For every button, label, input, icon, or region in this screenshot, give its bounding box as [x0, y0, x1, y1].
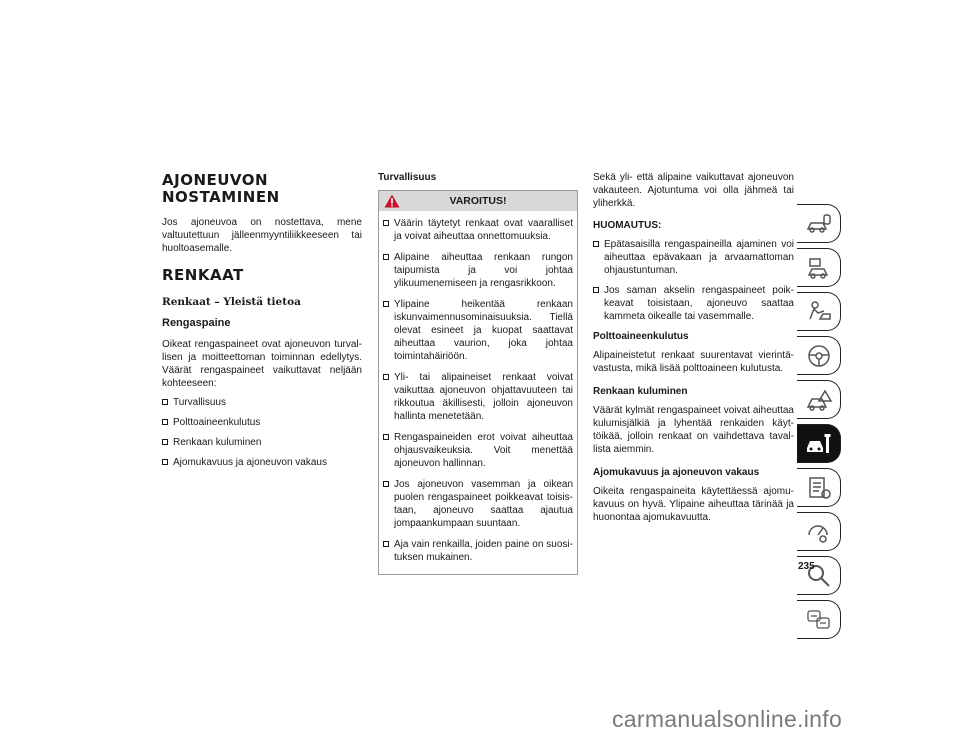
warning-item: Alipaine aiheuttaa renkaan rungon taipumista ja voi johtaa ylikuumenemiseen ja rengasrikkoon.	[383, 251, 573, 290]
warning-item: Väärin täytetyt renkaat ovat vaaralliset ja voivat aiheuttaa onnettomuuksia.	[383, 217, 573, 243]
note-item: Epätasaisilla rengaspaineilla ajaminen voi aiheuttaa epävakaan ja arvaamattoman ohjaustuntuman.	[593, 238, 794, 277]
tab-car-gauge[interactable]	[797, 512, 841, 551]
warning-box	[378, 190, 578, 575]
chapter-tabs	[797, 204, 841, 644]
watermark: carmanualsonline.info	[612, 706, 843, 732]
list-item: Renkaan kuluminen	[162, 436, 362, 449]
warning-title: VAROITUS!	[449, 195, 507, 207]
tires-subtitle: Renkaat – Yleistä tietoa	[162, 296, 301, 308]
language-icon	[805, 607, 833, 633]
list-item: Ajomukavuus ja ajoneuvon vakaus	[162, 456, 362, 469]
warning-triangle-icon	[384, 194, 400, 208]
warning-item: Jos ajoneuvon vasemman ja oikean puolen rengaspaineet poikkeavat toisistaan, ajoneuvo saattaa ajautua jompaankumpaan suuntaan.	[383, 478, 573, 530]
tab-document-list[interactable]	[797, 468, 841, 507]
lifting-text: Jos ajoneuvoa on nostettava, mene valtuutettuun jälleenmyyntiliikkeeseen tai huoltoasemalle.	[162, 217, 362, 254]
column-middle	[378, 171, 578, 575]
section-title-lifting: AJONEUVON NOSTAMINEN	[162, 171, 280, 206]
comfort-title: Ajomukavuus ja ajoneuvon vakaus	[593, 467, 760, 478]
tab-car-person[interactable]	[797, 292, 841, 331]
tab-steering-wheel[interactable]	[797, 336, 841, 375]
tab-car-info[interactable]	[797, 248, 841, 287]
safety-heading: Turvallisuus	[378, 172, 437, 183]
comfort-text: Oikeita rengaspaineita käytettäessä ajomukavuus on hyvä. Ylipaine aiheuttaa tärinää ja huonontaa ajomukavuutta.	[593, 486, 794, 523]
warning-header	[379, 191, 577, 211]
document-list-icon	[805, 475, 833, 501]
tab-car-key[interactable]	[797, 204, 841, 243]
warning-list	[383, 217, 573, 564]
warning-item: Aja vain renkailla, joiden paine on suosituksen mukainen.	[383, 538, 573, 564]
section-title-tires: RENKAAT	[162, 266, 244, 284]
tab-language[interactable]	[797, 600, 841, 639]
pressure-title: Rengaspaine	[162, 317, 231, 329]
fuel-text: Alipaineistetut renkaat suurentavat vierintävastusta, mikä lisää polttoaineen kulutusta.	[593, 350, 794, 374]
warning-item: Rengaspaineiden erot voivat aiheuttaa ohjausvaikeuksia. Voit menettää ajoneuvon hallinnan.	[383, 431, 573, 470]
note-title: HUOMAUTUS:	[593, 220, 662, 231]
car-warning-icon	[805, 387, 833, 413]
warning-item: Ylipaine heikentää renkaan iskunvaimennusominaisuuksia. Tiellä olevat esineet ja kuopat saattavat aiheuttaa vaurion, joka johtaa toimintahäiriöön.	[383, 298, 573, 363]
wear-text: Väärät kylmät rengaspaineet voivat aiheuttaa kulumisjälkiä ja lyhentää renkaiden käyttöikää, jolloin renkaat on vaihdettava tavallista aiemmin.	[593, 405, 794, 455]
page-number: 235	[798, 561, 815, 572]
fuel-title: Polttoaineenkulutus	[593, 331, 689, 342]
list-item: Turvallisuus	[162, 396, 362, 409]
car-person-icon	[805, 299, 833, 325]
warning-item: Yli- tai alipaineiset renkaat voivat vaikuttaa ajoneuvon ohjattavuuteen tai rikkoutua äkillisesti, jolloin ajoneuvon hallinta menetetään.	[383, 371, 573, 423]
pressure-text: Oikeat rengaspaineet ovat ajoneuvon turvallisen ja moitteettoman toiminnan edellytys. Väärät rengaspaineet vaikuttavat neljään kohteeseen:	[162, 339, 362, 389]
car-service-icon	[805, 431, 833, 457]
car-info-icon	[805, 255, 833, 281]
note-list	[593, 238, 794, 323]
car-gauge-icon	[805, 519, 833, 545]
tab-car-service[interactable]	[797, 424, 841, 463]
note-item: Jos saman akselin rengaspaineet poikkeavat toisistaan, ajoneuvo saattaa kammeta oikealle tai vasemmalle.	[593, 284, 794, 323]
column-left	[162, 165, 362, 476]
steering-wheel-icon	[805, 343, 833, 369]
stability-text: Sekä yli- että alipaine vaikuttavat ajoneuvon vakauteen. Ajotuntuma voi olla jähmeä tai yliherkkä.	[593, 172, 794, 209]
list-item: Polttoaineenkulutus	[162, 416, 362, 429]
column-right	[593, 171, 794, 528]
car-key-icon	[805, 211, 833, 237]
pressure-effects-list	[162, 396, 362, 469]
tab-car-warning[interactable]	[797, 380, 841, 419]
wear-title: Renkaan kuluminen	[593, 386, 688, 397]
